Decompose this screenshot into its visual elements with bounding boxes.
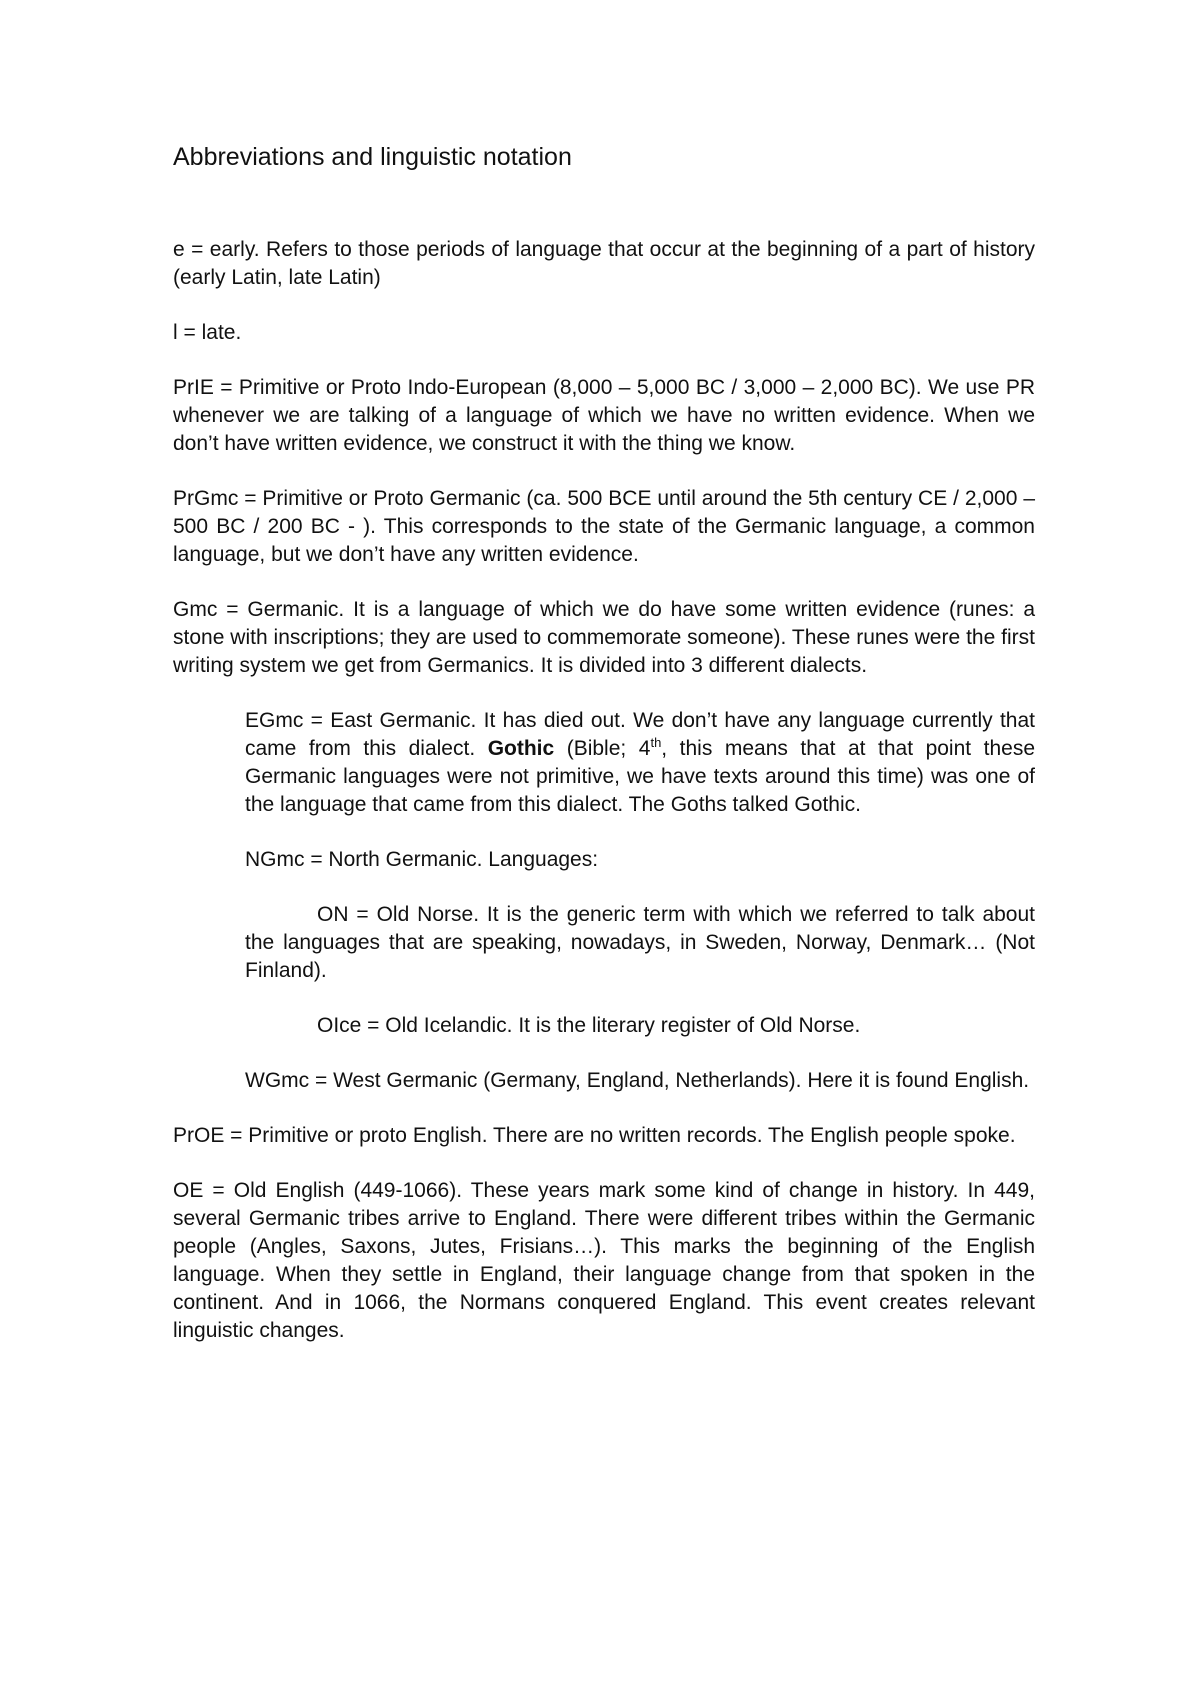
document-body (173, 236, 1035, 1372)
paragraph-prgmc: PrGmc = Primitive or Proto Germanic (ca. 500 BCE until around the 5th century CE / 2,000 – 500 BC / 200 BC - ). This corresponds to the state of the Germanic language, a common language, but we don’t have any written evidence. (173, 487, 1035, 566)
paragraph-early: e = early. Refers to those periods of language that occur at the beginning of a part of history (early Latin, late Latin) (173, 238, 1035, 289)
page-title: Abbreviations and linguistic notation (173, 143, 572, 171)
paragraph-oe: OE = Old English (449-1066). These years mark some kind of change in history. In 449, several Germanic tribes arrive to England. There were different tribes within the Germanic people (Angles, Saxons, Jutes, Frisians…). This marks the beginning of the English language. When they settle in England, their language change from that spoken in the continent. And in 1066, the Normans conquered England. This event creates relevant linguistic changes. (173, 1179, 1035, 1342)
paragraph-wgmc: WGmc = West Germanic (Germany, England, Netherlands). Here it is found English. (245, 1069, 1030, 1092)
paragraph-proe: PrOE = Primitive or proto English. There are no written records. The English people spoke. (173, 1124, 1016, 1147)
paragraph-late: l = late. (173, 321, 242, 344)
egmc-superscript: th (650, 735, 662, 750)
paragraph-oice: OIce = Old Icelandic. It is the literary register of Old Norse. (317, 1014, 861, 1037)
paragraph-gmc: Gmc = Germanic. It is a language of which we do have some written evidence (runes: a stone with inscriptions; they are used to commemorate someone). These runes were the first writing system we get from Germanics. It is divided into 3 different dialects. (173, 598, 1035, 677)
paragraph-egmc (245, 707, 1035, 819)
egmc-bold-gothic: Gothic (487, 737, 555, 760)
egmc-text-mid: (Bible; 4 (554, 737, 651, 760)
paragraph-ngmc: NGmc = North Germanic. Languages: (245, 848, 599, 871)
paragraph-prie: PrIE = Primitive or Proto Indo-European (8,000 – 5,000 BC / 3,000 – 2,000 BC). We use PR whenever we are talking of a language of which we have no written evidence. When we don’t have written evidence, we construct it with the thing we know. (173, 376, 1035, 455)
egmc-text-after: , this means that at that point these Germanic languages were not primitive, we have texts around this time) was one of the language that came from this dialect. The Goths talked Gothic. (245, 737, 1036, 816)
egmc-text-before: EGmc = East Germanic. It has died out. We don’t have any language currently that came from this dialect. (245, 709, 1035, 760)
paragraph-on: ON = Old Norse. It is the generic term with which we referred to talk about the languages that are speaking, nowadays, in Sweden, Norway, Denmark… (Not Finland). (245, 903, 1035, 982)
